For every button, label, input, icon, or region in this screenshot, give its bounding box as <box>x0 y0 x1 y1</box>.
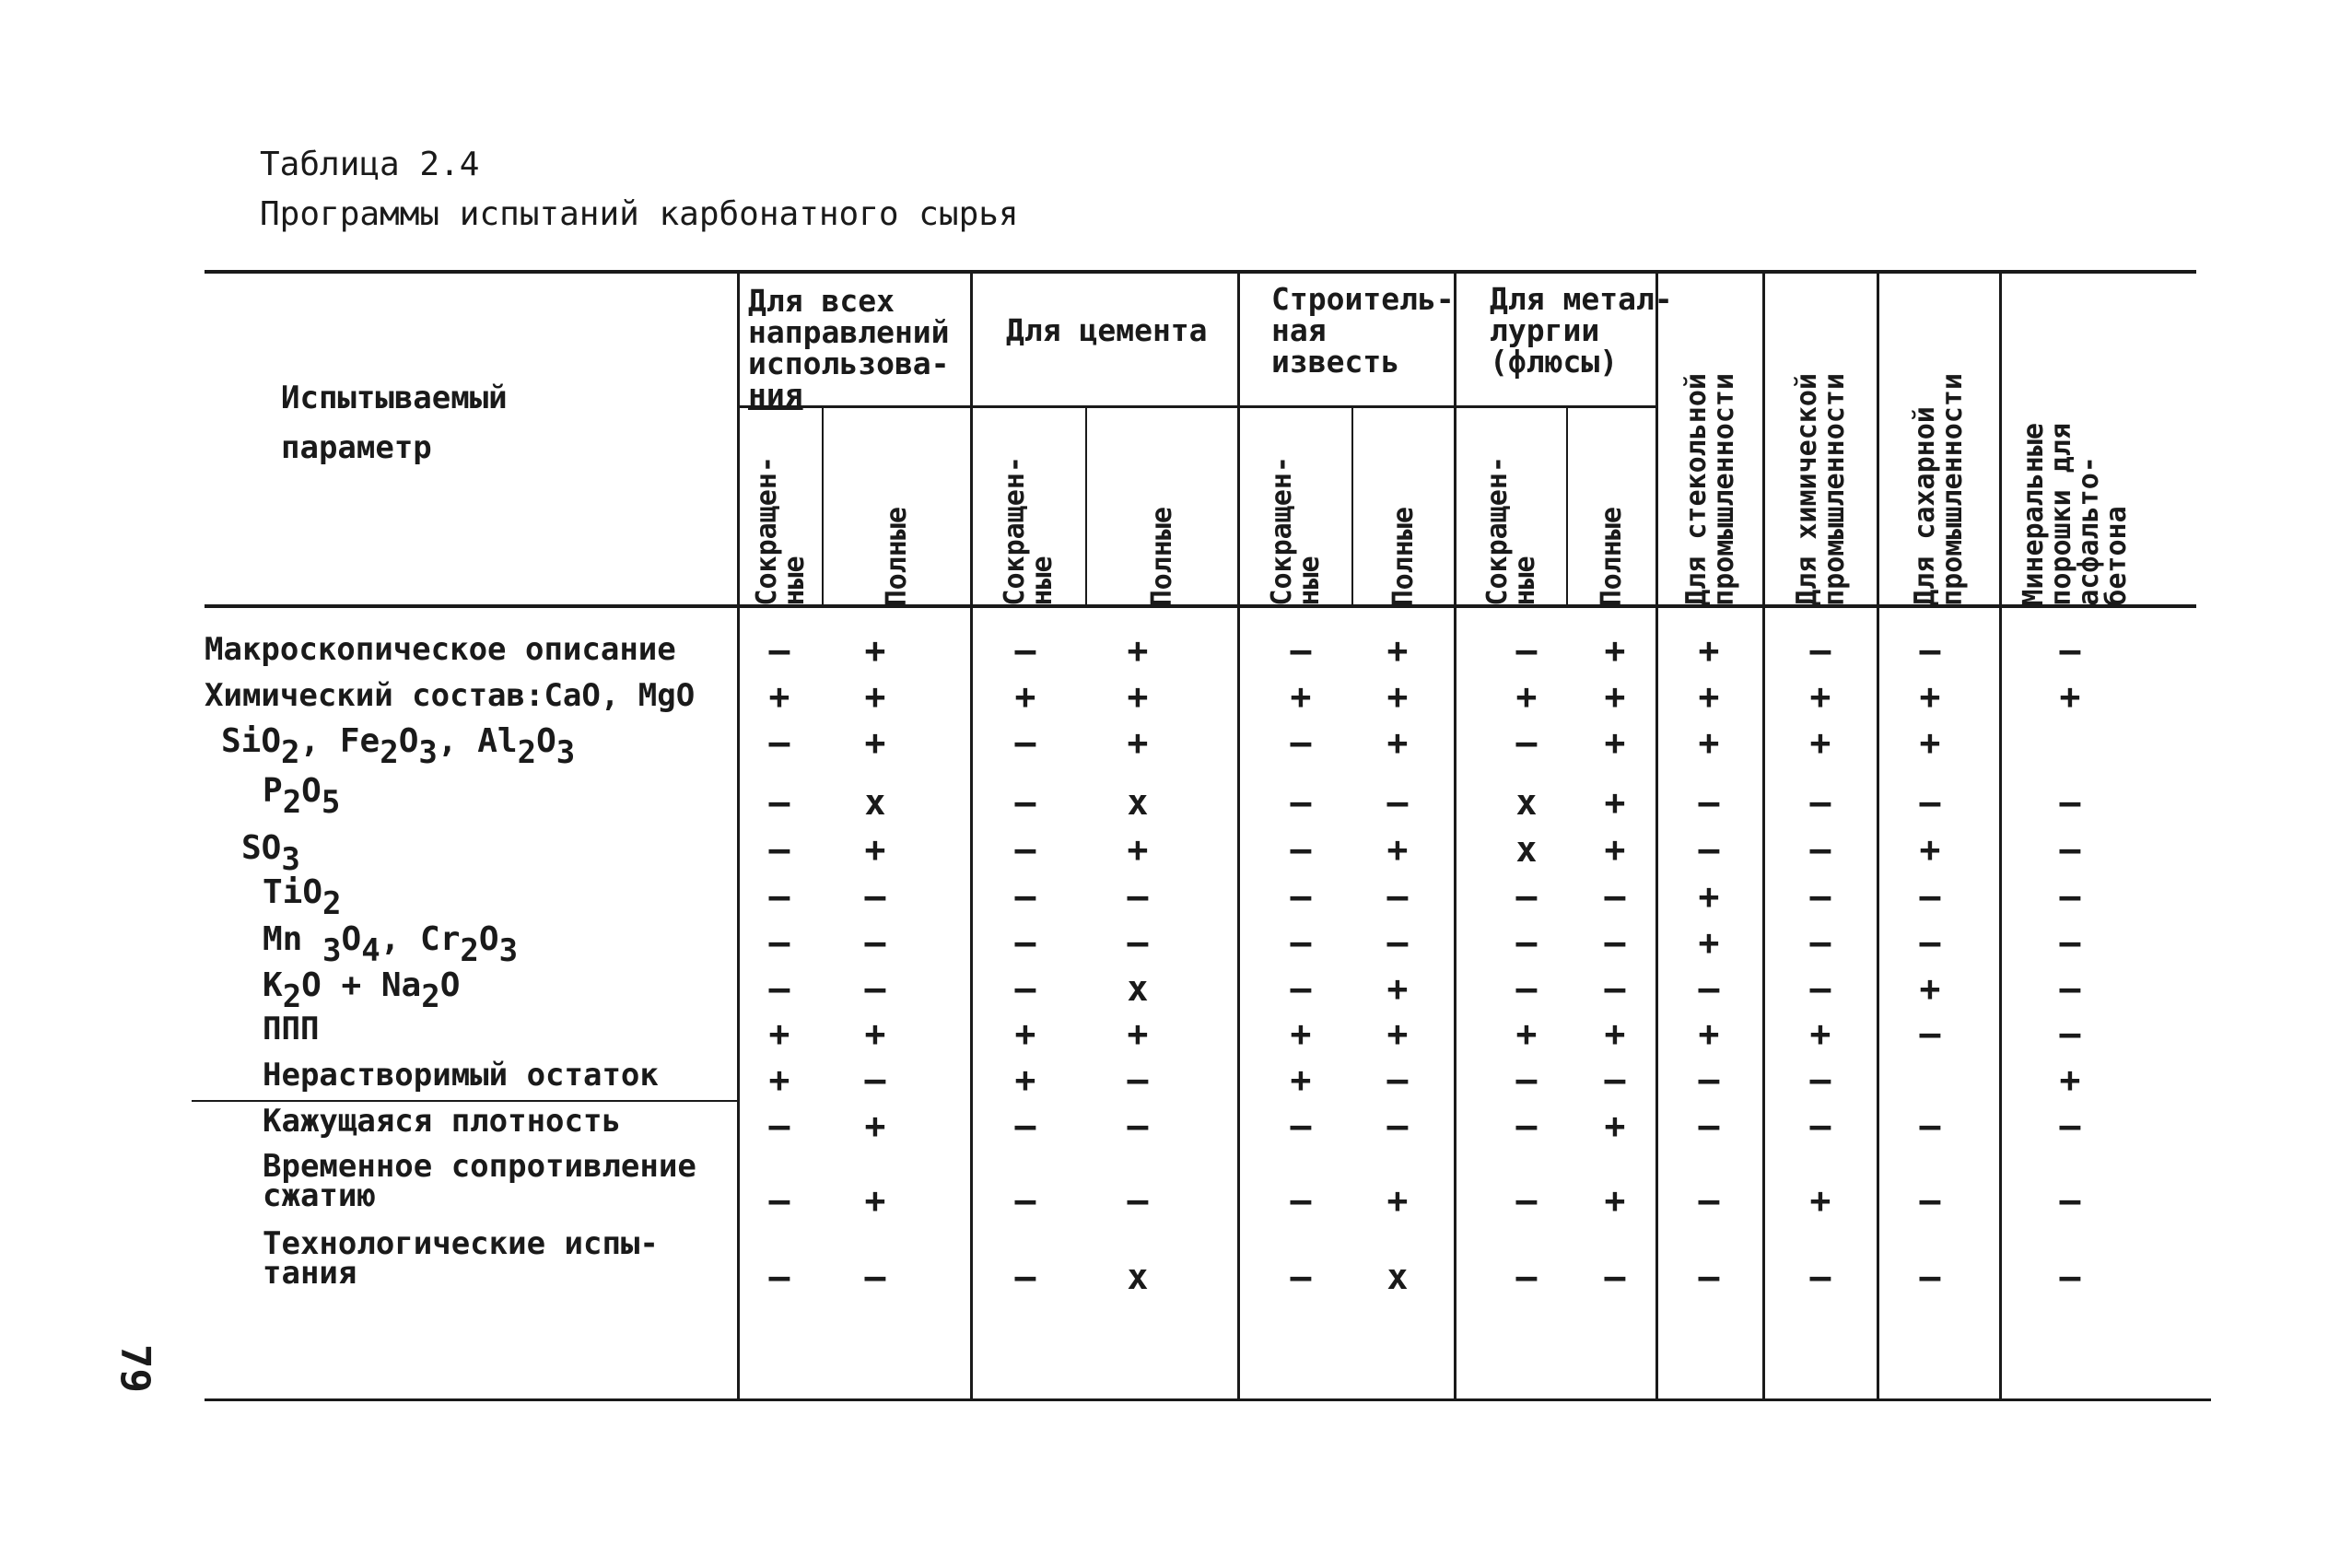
value-cell: – <box>1698 1106 1720 1146</box>
value-cell: + <box>1127 1013 1149 1054</box>
subheader-short: Сокращен- ные <box>1265 456 1326 606</box>
value-cell: – <box>1515 1257 1538 1297</box>
value-cell: – <box>768 922 790 963</box>
value-cell: + <box>864 630 886 671</box>
value-cell: x <box>1515 782 1538 823</box>
value-cell: + <box>1698 876 1720 917</box>
value-cell: – <box>1809 1257 1831 1297</box>
value-cell: – <box>2059 1106 2081 1146</box>
value-cell: – <box>1127 922 1149 963</box>
value-cell: – <box>1014 722 1036 763</box>
value-cell: + <box>1127 676 1149 717</box>
row-label-chemical-composition: Химический состав:CaO, MgO <box>205 677 696 714</box>
value-cell: + <box>1809 676 1831 717</box>
value-cell: – <box>1290 1180 1312 1221</box>
value-cell: – <box>2059 1013 2081 1054</box>
value-cell: + <box>1604 1180 1626 1221</box>
value-cell: – <box>1604 876 1626 917</box>
subheader-full: Полные <box>1145 506 1178 606</box>
value-cell: x <box>1127 968 1149 1009</box>
value-cell: + <box>1604 1106 1626 1146</box>
value-cell: – <box>1014 1257 1036 1297</box>
value-cell: – <box>1290 829 1312 870</box>
value-cell: – <box>768 722 790 763</box>
value-cell: x <box>1515 829 1538 870</box>
table-top-rule <box>205 270 2196 274</box>
column-header-chemical: Для химической промышленности <box>1790 373 1851 606</box>
value-cell: – <box>2059 876 2081 917</box>
value-cell: – <box>2059 829 2081 870</box>
subheader-short: Сокращен- ные <box>999 456 1059 606</box>
value-cell: + <box>1698 676 1720 717</box>
row-label-k2o-na2o: $K_2O + Na_2O$ <box>263 966 461 1015</box>
value-cell: – <box>1290 1106 1312 1146</box>
value-cell: – <box>1919 1106 1941 1146</box>
column-header-glass: Для стекольной промышленности <box>1679 373 1740 606</box>
value-cell: – <box>1014 922 1036 963</box>
value-cell: – <box>1604 1059 1626 1100</box>
value-cell: – <box>2059 782 2081 823</box>
value-cell: + <box>1698 630 1720 671</box>
value-cell: + <box>1809 722 1831 763</box>
value-cell: – <box>1919 1180 1941 1221</box>
value-cell: – <box>1127 1059 1149 1100</box>
value-cell: – <box>1290 968 1312 1009</box>
value-cell: – <box>1919 630 1941 671</box>
value-cell: – <box>1919 1013 1941 1054</box>
value-cell: – <box>1809 1106 1831 1146</box>
value-cell: – <box>1290 782 1312 823</box>
row-label-sio2-fe2o3-al2o3: SiO$_2$, $Fe_2O_3$, $Al_2O_3$ <box>221 722 576 771</box>
value-cell: + <box>1386 676 1409 717</box>
value-cell: – <box>1014 1180 1036 1221</box>
value-cell: – <box>1809 782 1831 823</box>
value-cell: – <box>1809 876 1831 917</box>
value-cell: – <box>1386 1106 1409 1146</box>
group-header-metallurgy: Для метал- лургии (флюсы) <box>1490 281 1673 380</box>
value-cell: + <box>1919 968 1941 1009</box>
value-cell: – <box>768 1106 790 1146</box>
value-cell: + <box>1290 1059 1312 1100</box>
table-bottom-rule <box>205 1398 2211 1401</box>
value-cell: + <box>864 1013 886 1054</box>
value-cell: – <box>1290 722 1312 763</box>
value-cell: + <box>864 676 886 717</box>
value-cell: – <box>1515 876 1538 917</box>
value-cell: + <box>864 1106 886 1146</box>
value-cell: – <box>2059 1257 2081 1297</box>
value-cell: – <box>1386 1059 1409 1100</box>
row-label-so3: $SO_3$ <box>241 829 300 878</box>
value-cell: – <box>1919 782 1941 823</box>
value-cell: – <box>1515 722 1538 763</box>
subheader-full: Полные <box>1595 506 1628 606</box>
row-label-macroscopic: Макроскопическое описание <box>205 631 676 668</box>
value-cell: – <box>1604 968 1626 1009</box>
value-cell: – <box>1290 1257 1312 1297</box>
value-cell: – <box>1515 1106 1538 1146</box>
value-cell: + <box>864 722 886 763</box>
value-cell: + <box>1290 676 1312 717</box>
param-column-header: Испытываемый параметр <box>281 380 508 466</box>
value-cell: – <box>1698 829 1720 870</box>
column-header-sugar: Для сахарной промышленности <box>1909 373 1969 606</box>
value-cell: – <box>1698 1257 1720 1297</box>
value-cell: + <box>1604 1013 1626 1054</box>
value-cell: + <box>1515 676 1538 717</box>
value-cell: – <box>1290 922 1312 963</box>
value-cell: + <box>1386 968 1409 1009</box>
value-cell: – <box>864 876 886 917</box>
value-cell: – <box>864 1257 886 1297</box>
value-cell: – <box>1386 782 1409 823</box>
value-cell: – <box>1604 922 1626 963</box>
table-title: Программы испытаний карбонатного сырья <box>260 195 1019 233</box>
value-cell: + <box>1014 676 1036 717</box>
table-label: Таблица 2.4 <box>260 146 480 183</box>
value-cell: – <box>1515 968 1538 1009</box>
value-cell: – <box>1919 922 1941 963</box>
subheader-short: Сокращен- ные <box>1480 456 1541 606</box>
value-cell: – <box>864 1059 886 1100</box>
value-cell: + <box>864 829 886 870</box>
subheader-short: Сокращен- ные <box>750 456 811 606</box>
value-cell: + <box>768 676 790 717</box>
value-cell: + <box>1604 829 1626 870</box>
value-cell: – <box>1919 876 1941 917</box>
value-cell: + <box>1604 676 1626 717</box>
row-label-p2o5: $P_2O_5$ <box>263 772 341 821</box>
value-cell: x <box>1127 782 1149 823</box>
value-cell: + <box>1604 782 1626 823</box>
value-cell: x <box>1127 1257 1149 1297</box>
value-cell: + <box>864 1180 886 1221</box>
value-cell: – <box>1127 876 1149 917</box>
row-label-tio2: TiO$_2$ <box>263 873 342 922</box>
value-cell: + <box>1919 676 1941 717</box>
value-cell: + <box>1809 1180 1831 1221</box>
row-label-technological-tests: Технологические испы- тания <box>263 1225 659 1292</box>
value-cell: x <box>1386 1257 1409 1297</box>
value-cell: – <box>1014 829 1036 870</box>
row-label-mn3o4-cr2o3: Mn $_3O_4$, $Cr_2O_3$ <box>263 920 519 969</box>
value-cell: – <box>1809 829 1831 870</box>
value-cell: + <box>1919 829 1941 870</box>
value-cell: + <box>1290 1013 1312 1054</box>
page-number: 79 <box>111 1344 158 1393</box>
value-cell: + <box>1014 1059 1036 1100</box>
row-label-compressive-strength: Временное сопротивление сжатию <box>263 1148 696 1214</box>
value-cell: + <box>1386 630 1409 671</box>
value-cell: + <box>2059 676 2081 717</box>
value-cell: – <box>768 630 790 671</box>
value-cell: + <box>1698 922 1720 963</box>
value-cell: – <box>1515 1180 1538 1221</box>
value-cell: – <box>1809 922 1831 963</box>
value-cell: – <box>2059 968 2081 1009</box>
value-cell: – <box>1127 1106 1149 1146</box>
value-cell: – <box>1919 1257 1941 1297</box>
value-cell: + <box>768 1013 790 1054</box>
value-cell: – <box>1014 968 1036 1009</box>
value-cell: + <box>1604 722 1626 763</box>
value-cell: – <box>768 1180 790 1221</box>
value-cell: – <box>864 968 886 1009</box>
value-cell: + <box>1127 829 1149 870</box>
section-divider-rule <box>192 1100 737 1102</box>
value-cell: – <box>2059 922 2081 963</box>
value-cell: – <box>2059 630 2081 671</box>
value-cell: + <box>1386 829 1409 870</box>
value-cell: – <box>1014 876 1036 917</box>
value-cell: – <box>1515 630 1538 671</box>
value-cell: – <box>1014 782 1036 823</box>
value-cell: – <box>768 782 790 823</box>
row-label-apparent-density: Кажущаяся плотность <box>263 1103 621 1140</box>
value-cell: – <box>1515 922 1538 963</box>
group-header-building-lime: Строитель- ная известь <box>1271 281 1455 380</box>
value-cell: – <box>1698 782 1720 823</box>
value-cell: – <box>1698 968 1720 1009</box>
value-cell: + <box>1127 722 1149 763</box>
value-cell: – <box>1386 922 1409 963</box>
value-cell: – <box>1014 630 1036 671</box>
value-cell: – <box>768 829 790 870</box>
value-cell: – <box>1014 1106 1036 1146</box>
value-cell: – <box>1127 1180 1149 1221</box>
value-cell: – <box>1809 968 1831 1009</box>
value-cell: + <box>1386 1013 1409 1054</box>
value-cell: + <box>1698 722 1720 763</box>
value-cell: + <box>1919 722 1941 763</box>
value-cell: – <box>768 1257 790 1297</box>
value-cell: – <box>1290 876 1312 917</box>
value-cell: – <box>1386 876 1409 917</box>
value-cell: + <box>768 1059 790 1100</box>
value-cell: + <box>1014 1013 1036 1054</box>
value-cell: + <box>1386 1180 1409 1221</box>
value-cell: + <box>1809 1013 1831 1054</box>
value-cell: – <box>1698 1059 1720 1100</box>
value-cell: + <box>1604 630 1626 671</box>
value-cell: – <box>1290 630 1312 671</box>
value-cell: – <box>1809 630 1831 671</box>
group-header-cement: Для цемента <box>1006 312 1208 348</box>
value-cell: – <box>768 968 790 1009</box>
subheader-full: Полные <box>1386 506 1420 606</box>
row-label-insoluble-residue: Нерастворимый остаток <box>263 1057 659 1094</box>
value-cell: + <box>1698 1013 1720 1054</box>
column-header-asphalt: Минеральные порошки для асфальто- бетона <box>2018 423 2133 606</box>
row-label-ppp: ППП <box>263 1011 320 1047</box>
value-cell: + <box>1386 722 1409 763</box>
value-cell: + <box>2059 1059 2081 1100</box>
value-cell: – <box>1698 1180 1720 1221</box>
value-cell: + <box>1127 630 1149 671</box>
value-cell: + <box>1515 1013 1538 1054</box>
group-header-all-directions: Для всех направлений использова- ния <box>748 283 950 413</box>
subheader-full: Полные <box>880 506 913 606</box>
value-cell: – <box>864 922 886 963</box>
value-cell: – <box>1604 1257 1626 1297</box>
value-cell: x <box>864 782 886 823</box>
value-cell: – <box>1515 1059 1538 1100</box>
value-cell: – <box>2059 1180 2081 1221</box>
value-cell: – <box>1809 1059 1831 1100</box>
value-cell: – <box>768 876 790 917</box>
